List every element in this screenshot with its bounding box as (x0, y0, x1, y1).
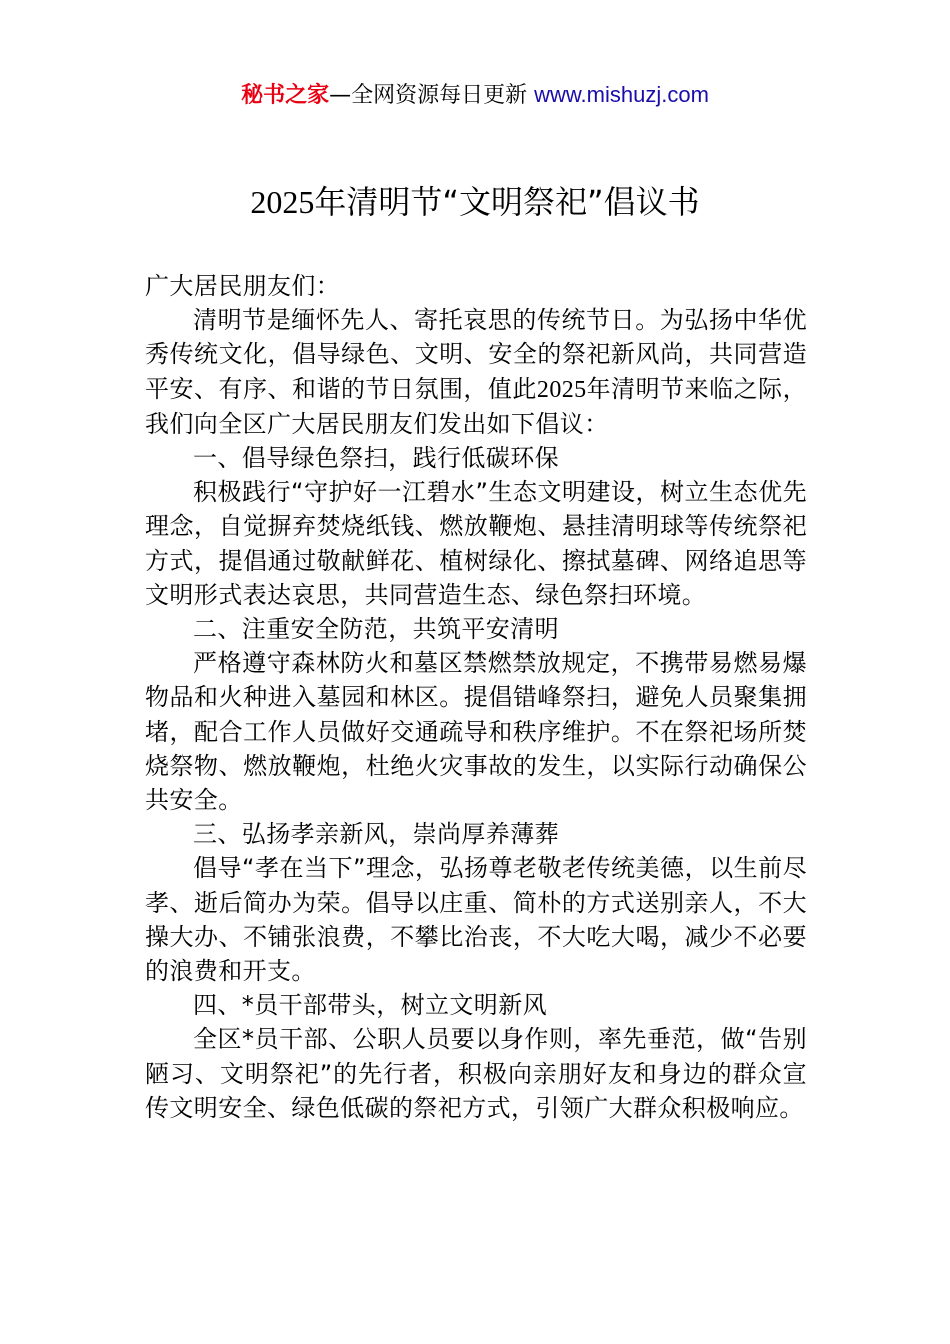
intro-text-part1: 清明节是缅怀先人、寄托哀思的传统节日。为弘扬中华优秀传统文化，倡导绿色、文明、安全的祭祀新风尚，共同营造平安、有序、和谐的节日氛围，值此 (145, 306, 807, 403)
section-paragraph-3: 倡导“孝在当下”理念，弘扬尊老敬老传统美德，以生前尽孝、逝后简办为荣。倡导以庄重、简朴的方式送别亲人，不大操大办、不铺张浪费，不攀比治丧，不大吃大喝，减少不必要的浪费和开支。 (145, 854, 807, 986)
title-year: 2025 (250, 184, 315, 220)
section-heading-3: 三、弘扬孝亲新风，崇尚厚养薄葬 (193, 820, 559, 849)
salutation: 广大居民朋友们： (145, 272, 341, 300)
section-heading-2: 二、注重安全防范，共筑平安清明 (193, 615, 559, 644)
intro-text-part2: 年清明节来临之际，我们向全区广大居民朋友们发出如下倡议： (145, 374, 807, 438)
section-paragraph-1: 积极践行“守护好一江碧水”生态文明建设，树立生态优先理念，自觉摒弃焚烧纸钱、燃放鞭炮、悬挂清明球等传统祭祀方式，提倡通过敬献鲜花、植树绿化、擦拭墓碑、网络追思等文明形式表达哀思，共同营造生态、绿色祭扫环境。 (145, 478, 807, 609)
brand-name: 秘书之家 (241, 83, 330, 108)
section-heading-1: 一、倡导绿色祭扫，践行低碳环保 (193, 444, 559, 473)
intro-paragraph (145, 303, 807, 441)
document-title (0, 178, 950, 226)
intro-year: 2025 (536, 376, 587, 403)
title-text: 年清明节“文明祭祀”倡议书 (314, 183, 700, 221)
section-paragraph-4: 全区*员干部、公职人员要以身作则，率先垂范，做“告别陋习、文明祭祀”的先行者，积极向亲朋好友和身边的群众宣传文明安全、绿色低碳的祭祀方式，引领广大群众积极响应。 (145, 1025, 807, 1122)
section-heading-4: 四、*员干部带头，树立文明新风 (193, 991, 547, 1020)
header-tagline: —全网资源每日更新 (329, 83, 535, 108)
section-paragraph-2: 严格遵守森林防火和墓区禁燃禁放规定，不携带易燃易爆物品和火种进入墓园和林区。提倡错峰祭扫，避免人员聚集拥堵，配合工作人员做好交通疏导和秩序维护。不在祭祀场所焚烧祭物、燃放鞭炮，杜绝火灾事故的发生，以实际行动确保公共安全。 (145, 649, 807, 815)
document-body (145, 269, 807, 1125)
site-url-link[interactable]: www.mishuzj.com (534, 82, 709, 107)
site-header (0, 78, 950, 113)
